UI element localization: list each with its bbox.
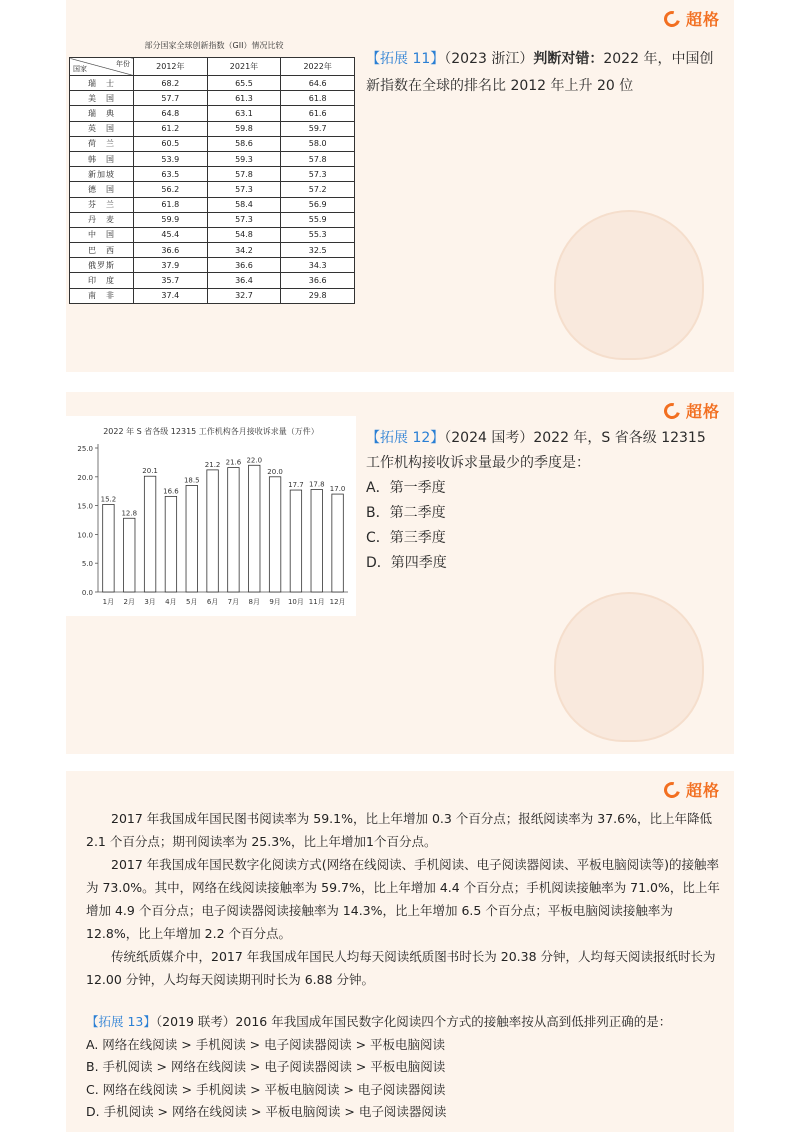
country-cell: 南 非 xyxy=(70,288,134,303)
value-cell: 59.3 xyxy=(207,151,281,166)
value-cell: 58.4 xyxy=(207,197,281,212)
table-row xyxy=(70,243,355,258)
paragraph: 传统纸质媒介中，2017 年我国成年国民人均每天阅读纸质图书时长为 20.38 分钟，人均每天阅读报纸时长为 12.00 分钟，人均每天阅读期刊时长为 6.88 分钟。 xyxy=(86,949,716,987)
paragraph: 2017 年我国成年国民图书阅读率为 59.1%，比上年增加 0.3 个百分点；报纸阅读率为 37.6%，比上年降低 2.1 个百分点；期刊阅读率为 25.3%，比上年增加1个百分点。 xyxy=(86,811,712,849)
bar-chart xyxy=(66,416,356,616)
chart-bar xyxy=(290,490,301,592)
table-row xyxy=(70,197,355,212)
country-cell: 美 国 xyxy=(70,91,134,106)
chart-bar xyxy=(144,476,155,592)
value-cell: 57.3 xyxy=(281,167,355,182)
value-cell: 53.9 xyxy=(134,151,208,166)
table-row xyxy=(70,151,355,166)
reading-material xyxy=(86,807,722,991)
year-header: 2012年 xyxy=(134,58,208,76)
x-tick-label: 7月 xyxy=(227,598,240,606)
question-tag: 【拓展 13】 xyxy=(86,1014,156,1029)
value-cell: 61.2 xyxy=(134,121,208,136)
value-cell: 57.2 xyxy=(281,182,355,197)
country-cell: 丹 麦 xyxy=(70,212,134,227)
value-cell: 56.9 xyxy=(281,197,355,212)
x-tick-label: 6月 xyxy=(206,598,219,606)
value-cell: 57.8 xyxy=(281,151,355,166)
table-row xyxy=(70,76,355,91)
x-tick-label: 11月 xyxy=(308,598,325,606)
y-tick-label: 20.0 xyxy=(77,473,93,482)
question-11 xyxy=(366,46,726,100)
chart-bar xyxy=(124,518,135,592)
question-text: （2024 国考）2022 年，S 省各级 12315 xyxy=(444,430,706,446)
country-cell: 新加坡 xyxy=(70,167,134,182)
brand-name: 超格 xyxy=(685,781,720,800)
chart-bar xyxy=(207,470,218,592)
gii-table xyxy=(69,57,355,304)
page-section-1 xyxy=(66,0,734,372)
value-cell: 36.4 xyxy=(207,273,281,288)
table-row xyxy=(70,227,355,242)
table-row xyxy=(70,136,355,151)
option-d[interactable]: D．第四季度 xyxy=(366,555,447,571)
page-section-3 xyxy=(66,771,734,1132)
chart-bar xyxy=(249,465,260,592)
value-cell: 57.3 xyxy=(207,182,281,197)
value-cell: 36.6 xyxy=(207,258,281,273)
value-cell: 36.6 xyxy=(134,243,208,258)
value-cell: 63.5 xyxy=(134,167,208,182)
chart-bar xyxy=(103,504,114,592)
question-text: 2022 年，中国创 xyxy=(603,51,714,67)
bar-value-label: 20.1 xyxy=(142,467,158,476)
bar-value-label: 21.2 xyxy=(204,460,221,469)
question-13 xyxy=(86,1011,722,1124)
y-tick-label: 25.0 xyxy=(77,445,93,453)
question-12 xyxy=(366,426,726,576)
gii-table-block xyxy=(69,40,359,304)
y-tick-label: 10.0 xyxy=(77,531,93,540)
table-row xyxy=(70,182,355,197)
table-row xyxy=(70,121,355,136)
chart-title: 2022 年 S 省各级 12315 工作机构各月接收诉求量（万件） xyxy=(103,427,319,436)
question-tag: 【拓展 11】 xyxy=(366,51,445,67)
country-cell: 俄罗斯 xyxy=(70,258,134,273)
country-cell: 韩 国 xyxy=(70,151,134,166)
chart-bar xyxy=(269,477,280,592)
value-cell: 37.4 xyxy=(134,288,208,303)
brand-logo xyxy=(664,7,720,30)
corner-year-label: 年份 xyxy=(116,60,130,68)
value-cell: 55.3 xyxy=(281,227,355,242)
value-cell: 65.5 xyxy=(207,76,281,91)
chart-bar xyxy=(165,496,176,592)
table-row xyxy=(70,288,355,303)
value-cell: 61.8 xyxy=(134,197,208,212)
country-cell: 芬 兰 xyxy=(70,197,134,212)
country-cell: 英 国 xyxy=(70,121,134,136)
value-cell: 37.9 xyxy=(134,258,208,273)
brand-name: 超格 xyxy=(685,10,720,29)
bar-value-label: 17.7 xyxy=(288,481,304,490)
value-cell: 45.4 xyxy=(134,227,208,242)
question-tag: 【拓展 12】 xyxy=(366,430,445,446)
bar-value-label: 21.6 xyxy=(225,458,242,467)
mascot-watermark xyxy=(554,210,704,360)
question-source: （2023 浙江） xyxy=(444,51,534,67)
brand-c-icon xyxy=(661,779,683,801)
corner-country-label: 国家 xyxy=(73,65,87,73)
x-tick-label: 10月 xyxy=(287,598,304,606)
x-tick-label: 1月 xyxy=(102,598,115,606)
value-cell: 59.7 xyxy=(281,121,355,136)
value-cell: 36.6 xyxy=(281,273,355,288)
table-row xyxy=(70,273,355,288)
table-corner-cell xyxy=(70,58,134,76)
country-cell: 印 度 xyxy=(70,273,134,288)
x-tick-label: 3月 xyxy=(144,598,156,606)
year-header: 2021年 xyxy=(207,58,281,76)
brand-name: 超格 xyxy=(685,402,720,421)
table-body xyxy=(70,76,355,304)
country-cell: 巴 西 xyxy=(70,243,134,258)
value-cell: 63.1 xyxy=(207,106,281,121)
value-cell: 57.8 xyxy=(207,167,281,182)
option-b[interactable]: B．第二季度 xyxy=(366,505,446,521)
x-tick-label: 12月 xyxy=(329,598,346,606)
option-c[interactable]: C．第三季度 xyxy=(366,530,446,546)
value-cell: 32.5 xyxy=(281,243,355,258)
value-cell: 59.8 xyxy=(207,121,281,136)
option-a[interactable]: A．第一季度 xyxy=(366,480,446,496)
value-cell: 61.6 xyxy=(281,106,355,121)
value-cell: 54.8 xyxy=(207,227,281,242)
x-tick-label: 5月 xyxy=(186,598,198,606)
bar-value-label: 20.0 xyxy=(267,467,283,476)
table-row xyxy=(70,258,355,273)
y-tick-label: 15.0 xyxy=(77,502,93,511)
option-b[interactable]: B. 手机阅读 > 网络在线阅读 > 电子阅读器阅读 > 平板电脑阅读 xyxy=(86,1059,446,1074)
value-cell: 56.2 xyxy=(134,182,208,197)
value-cell: 58.0 xyxy=(281,136,355,151)
option-d[interactable]: D. 手机阅读 > 网络在线阅读 > 平板电脑阅读 > 电子阅读器阅读 xyxy=(86,1104,447,1119)
brand-c-icon xyxy=(661,400,683,422)
table-title: 部分国家全球创新指数（GII）情况比较 xyxy=(144,41,284,50)
question-text: （2019 联考）2016 年我国成年国民数字化阅读四个方式的接触率按从高到低排列正确的是： xyxy=(155,1014,672,1029)
table-row xyxy=(70,167,355,182)
paragraph: 2017 年我国成年国民数字化阅读方式(网络在线阅读、手机阅读、电子阅读器阅读、平板电脑阅读等)的接触率为 73.0%。其中，网络在线阅读接触率为 59.7%，比上年增加 4.4 个百分点；手机阅读接触率为 71.0%，比上年增加 4.9 个百分点；电子阅读器阅读接触率为 14.3%，比上年增加 6.5 个百分点；平板电脑阅读接触率为 12.8%，比上年增加 2.2 个百分点。 xyxy=(86,857,720,941)
table-row xyxy=(70,91,355,106)
value-cell: 58.6 xyxy=(207,136,281,151)
question-stem xyxy=(86,1011,722,1034)
y-tick-label: 5.0 xyxy=(81,560,93,569)
bar-value-label: 17.0 xyxy=(329,485,346,494)
value-cell: 55.9 xyxy=(281,212,355,227)
brand-c-icon xyxy=(661,8,683,30)
value-cell: 61.3 xyxy=(207,91,281,106)
chart-bar xyxy=(311,489,322,592)
bar-value-label: 16.6 xyxy=(163,487,179,496)
value-cell: 68.2 xyxy=(134,76,208,91)
chart-bar xyxy=(332,494,343,592)
x-tick-label: 4月 xyxy=(165,598,177,606)
value-cell: 57.7 xyxy=(134,91,208,106)
option-a[interactable]: A. 网络在线阅读 > 手机阅读 > 电子阅读器阅读 > 平板电脑阅读 xyxy=(86,1036,446,1052)
country-cell: 瑞 典 xyxy=(70,106,134,121)
mascot-watermark xyxy=(554,592,704,742)
y-tick-label: 0.0 xyxy=(81,589,93,597)
value-cell: 59.9 xyxy=(134,212,208,227)
question-label: 判断对错： xyxy=(533,51,604,67)
value-cell: 29.8 xyxy=(281,288,355,303)
bar-value-label: 15.2 xyxy=(100,495,117,504)
x-tick-label: 8月 xyxy=(248,598,260,606)
year-header: 2022年 xyxy=(281,58,355,76)
table-row xyxy=(70,212,355,227)
value-cell: 34.3 xyxy=(281,258,355,273)
value-cell: 35.7 xyxy=(134,273,208,288)
value-cell: 60.5 xyxy=(134,136,208,151)
value-cell: 34.2 xyxy=(207,243,281,258)
value-cell: 64.6 xyxy=(281,76,355,91)
table-header-row xyxy=(70,58,355,76)
x-tick-label: 2月 xyxy=(123,598,135,606)
country-cell: 荷 兰 xyxy=(70,136,134,151)
page-section-2 xyxy=(66,392,734,754)
bar-value-label: 22.0 xyxy=(246,456,263,465)
brand-logo xyxy=(664,399,720,422)
chart-bar xyxy=(186,485,197,592)
brand-logo xyxy=(664,778,720,801)
country-cell: 德 国 xyxy=(70,182,134,197)
chart-container xyxy=(66,416,356,616)
value-cell: 61.8 xyxy=(281,91,355,106)
bar-value-label: 17.8 xyxy=(308,480,325,489)
option-c[interactable]: C. 网络在线阅读 > 手机阅读 > 平板电脑阅读 > 电子阅读器阅读 xyxy=(86,1081,446,1097)
value-cell: 32.7 xyxy=(207,288,281,303)
question-text: 工作机构接收诉求量最少的季度是： xyxy=(366,455,590,471)
x-tick-label: 9月 xyxy=(269,598,281,606)
country-cell: 中 国 xyxy=(70,227,134,242)
value-cell: 57.3 xyxy=(207,212,281,227)
chart-bar xyxy=(228,468,239,592)
bar-value-label: 18.5 xyxy=(183,476,200,485)
value-cell: 64.8 xyxy=(134,106,208,121)
question-text: 新指数在全球的排名比 2012 年上升 20 位 xyxy=(366,78,634,94)
country-cell: 瑞 士 xyxy=(70,76,134,91)
bar-value-label: 12.8 xyxy=(121,509,138,518)
table-row xyxy=(70,106,355,121)
